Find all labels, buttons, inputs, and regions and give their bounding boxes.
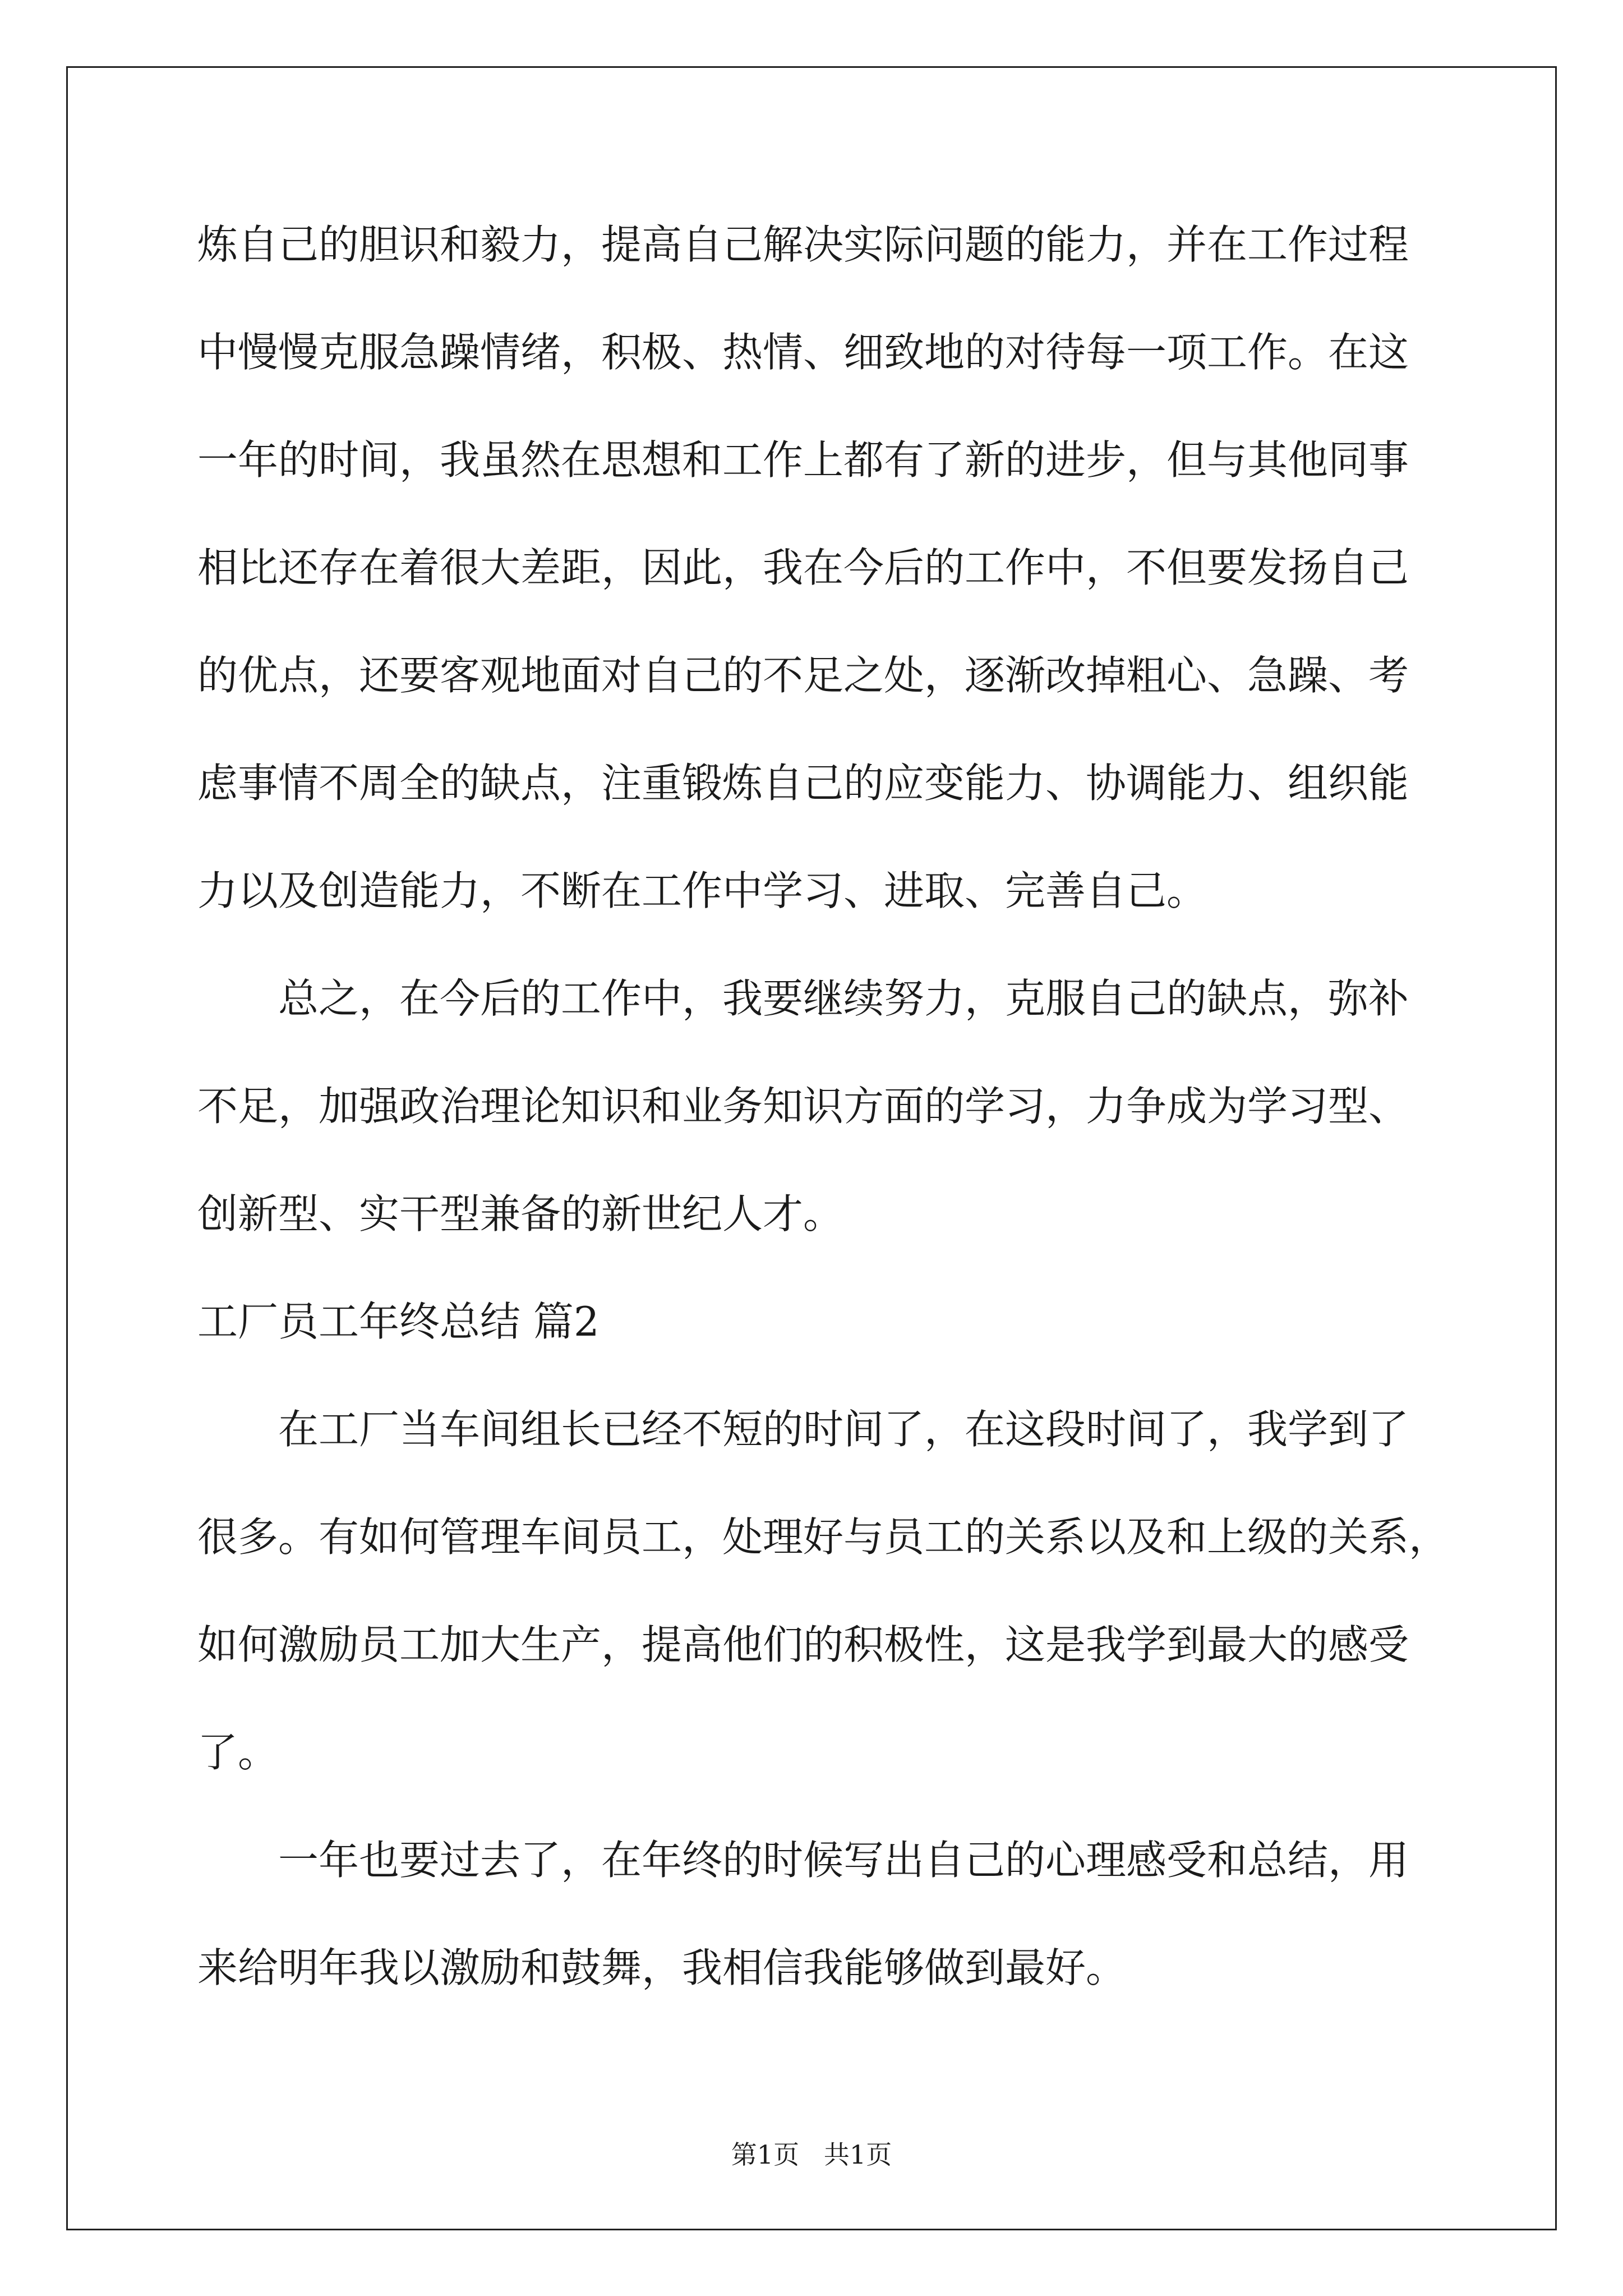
paragraph-line: 如何激励员工加大生产，提高他们的积极性，这是我学到最大的感受 [197,1621,1409,1668]
page-footer: 第1页 共1页 [731,2139,892,2170]
paragraph-line: 力以及创造能力，不断在工作中学习、进取、完善自己。 [197,867,1207,914]
paragraph-line: 了。 [197,1729,279,1776]
paragraph-line: 虑事情不周全的缺点，注重锻炼自己的应变能力、协调能力、组织能 [197,760,1409,807]
paragraph-line: 一年也要过去了，在年终的时候写出自己的心理感受和总结，用 [278,1837,1409,1884]
paragraph-line: 很多。有如何管理车间员工，处理好与员工的关系以及和上级的关系， [197,1513,1450,1561]
page-border [66,66,1557,2230]
paragraph-line: 在工厂当车间组长已经不短的时间了，在这段时间了，我学到了 [278,1406,1409,1453]
paragraph-line: 一年的时间，我虽然在思想和工作上都有了新的进步，但与其他同事 [197,436,1409,484]
paragraph-line: 的优点，还要客观地面对自己的不足之处，逐渐改掉粗心、急躁、考 [197,652,1409,699]
paragraph-line: 来给明年我以激励和鼓舞，我相信我能够做到最好。 [197,1944,1127,1991]
paragraph-line: 创新型、实干型兼备的新世纪人才。 [197,1190,844,1237]
paragraph-line: 炼自己的胆识和毅力，提高自己解决实际问题的能力，并在工作过程 [197,221,1409,268]
paragraph-line: 总之，在今后的工作中，我要继续努力，克服自己的缺点，弥补 [278,975,1409,1022]
paragraph-line: 中慢慢克服急躁情绪，积极、热情、细致地的对待每一项工作。在这 [197,329,1409,376]
paragraph-line: 相比还存在着很大差距，因此，我在今后的工作中，不但要发扬自己 [197,544,1409,591]
paragraph-line: 不足，加强政治理论知识和业务知识方面的学习，力争成为学习型、 [197,1083,1409,1130]
section-heading: 工厂员工年终总结 篇2 [197,1298,600,1345]
